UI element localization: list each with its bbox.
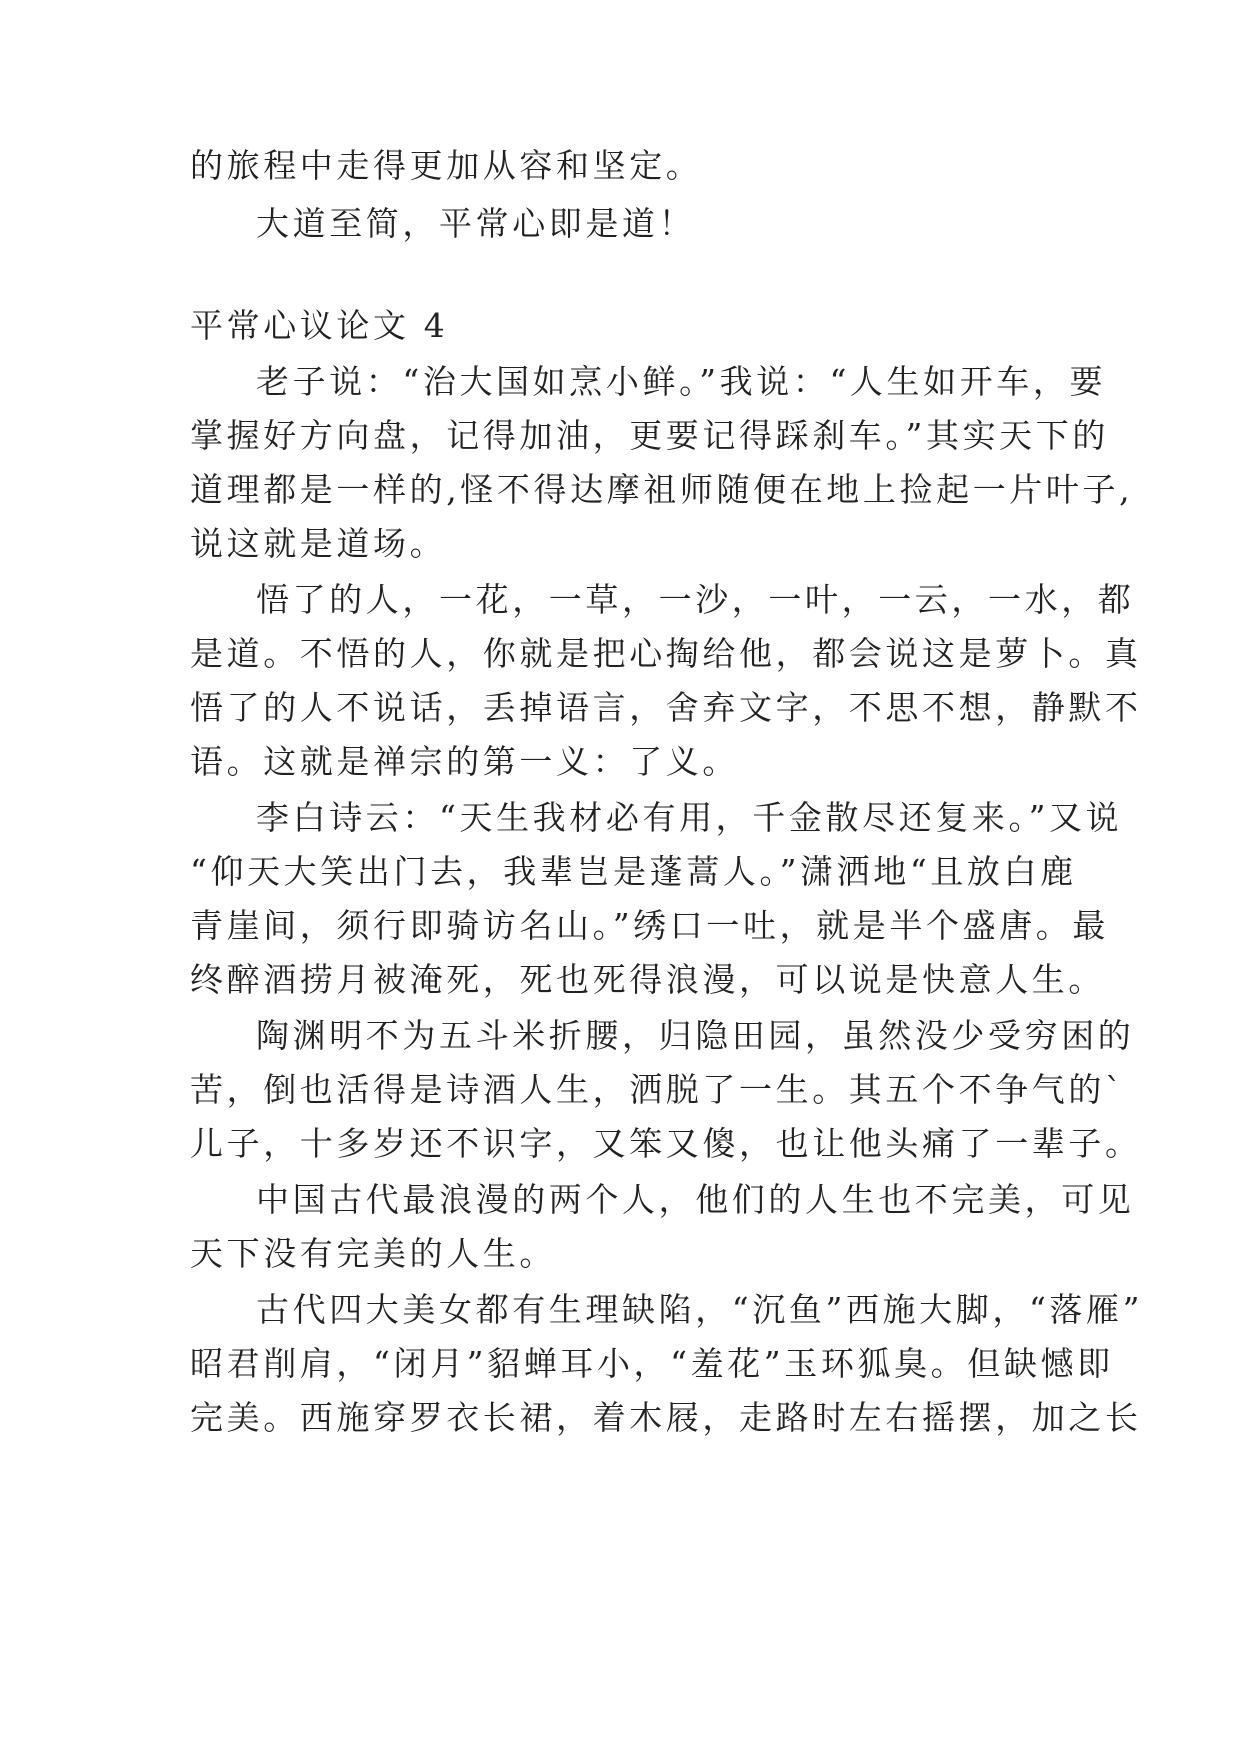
paragraph-line: 陶渊明不为五斗米折腰，归隐田园，虽然没少受穷困的 — [256, 1016, 1135, 1055]
paragraph-line: 李白诗云：“天生我材必有用，千金散尽还复来。”又说 — [256, 798, 1123, 837]
paragraph-line: 掌握好方向盘，记得加油，更要记得踩刹车。”其实天下的 — [190, 416, 1109, 455]
paragraph-line: 大道至简，平常心即是道！ — [256, 204, 696, 243]
paragraph-line: 道理都是一样的,怪不得达摩祖师随便在地上捡起一片叶子, — [190, 470, 1134, 509]
paragraph-line: 是道。不悟的人，你就是把心掏给他，都会说这是萝卜。真 — [190, 634, 1142, 673]
paragraph-line: 语。这就是禅宗的第一义：了义。 — [190, 742, 739, 781]
paragraph-line: 终醉酒捞月被淹死，死也死得浪漫，可以说是快意人生。 — [190, 960, 1105, 999]
paragraph-line: 中国古代最浪漫的两个人，他们的人生也不完美，可见 — [256, 1180, 1135, 1219]
paragraph-line: 苦，倒也活得是诗酒人生，洒脱了一生。其五个不争气的` — [190, 1070, 1126, 1109]
paragraph-line: 老子说：“治大国如烹小鲜。”我说：“人生如开车，要 — [256, 362, 1107, 401]
paragraph-line: 天下没有完美的人生。 — [190, 1234, 556, 1273]
paragraph-line: 儿子，十多岁还不识字，又笨又傻，也让他头痛了一辈子。 — [190, 1124, 1142, 1163]
paragraph-line: 昭君削肩，“闭月”貂蝉耳小，“羞花”玉环狐臭。但缺憾即 — [190, 1344, 1114, 1383]
paragraph-line: 的旅程中走得更加从容和坚定。 — [190, 146, 703, 185]
paragraph-line: 完美。西施穿罗衣长裙，着木屐，走路时左右摇摆，加之长 — [190, 1398, 1142, 1437]
section-heading: 平常心议论文 4 — [190, 306, 449, 345]
paragraph-line: 悟了的人不说话，丢掉语言，舍弃文字，不思不想，静默不 — [190, 688, 1142, 727]
paragraph-line: 青崖间，须行即骑访名山。”绣口一吐，就是半个盛唐。最 — [190, 906, 1109, 945]
paragraph-line: 说这就是道场。 — [190, 524, 447, 563]
paragraph-line: 悟了的人，一花，一草，一沙，一叶，一云，一水，都 — [256, 580, 1135, 619]
paragraph-line: 古代四大美女都有生理缺陷，“沉鱼”西施大脚，“落雁” — [256, 1290, 1144, 1329]
paragraph-line: “仰天大笑出门去，我辈岂是蓬蒿人。”潇洒地“且放白鹿 — [190, 852, 1077, 891]
